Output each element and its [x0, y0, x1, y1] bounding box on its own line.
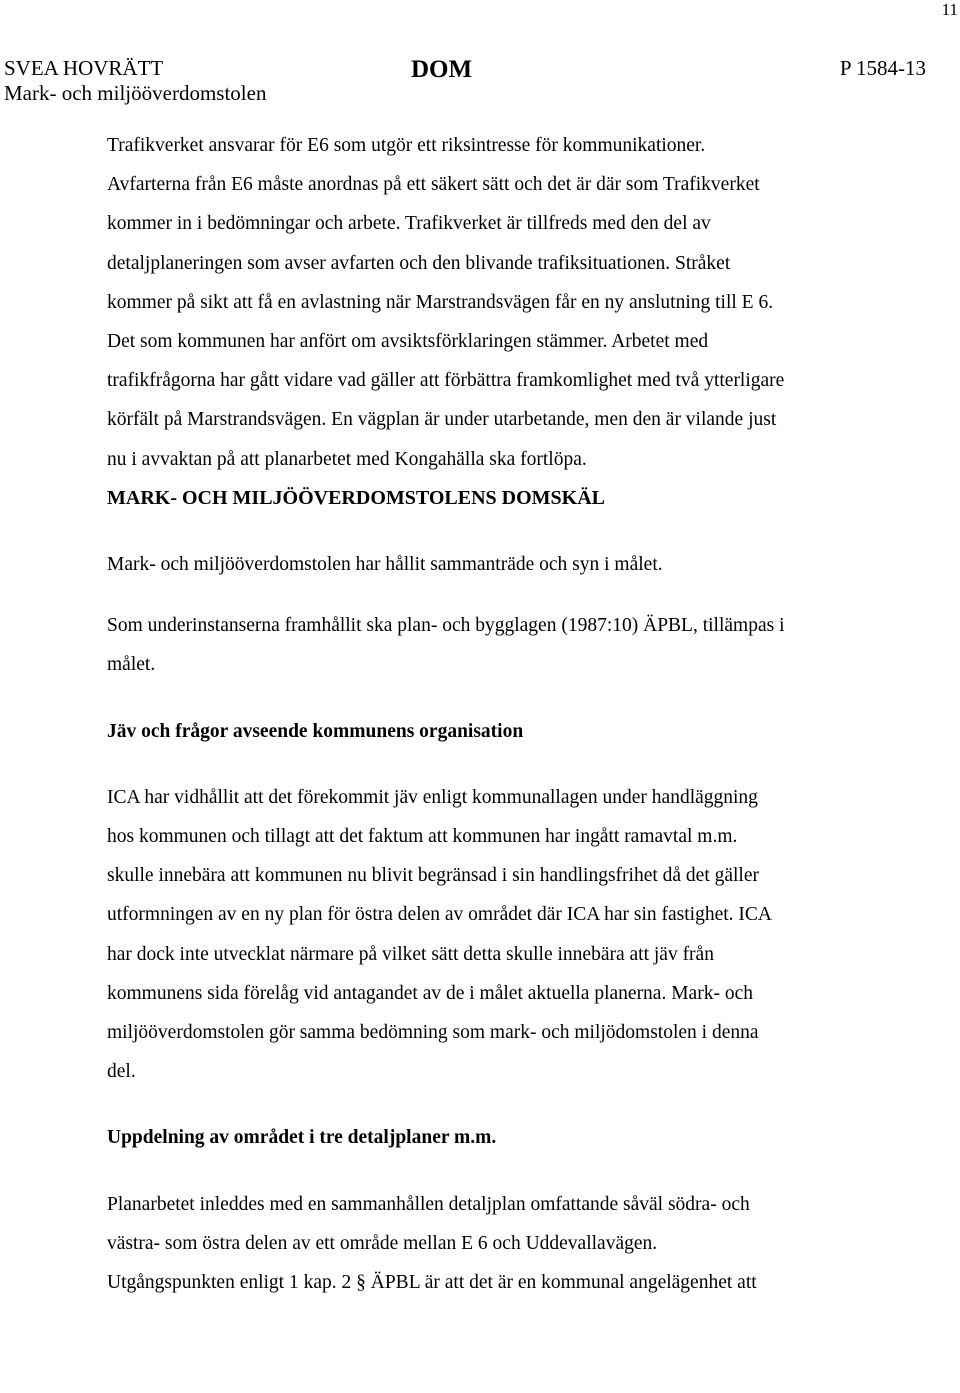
- document-header: [4, 56, 926, 106]
- text-line: del.: [107, 1061, 136, 1083]
- text-line: ICA har vidhållit att det förekommit jäv enligt kommunallagen under handläggning: [107, 786, 758, 808]
- text-line: Utgångspunkten enligt 1 kap. 2 § ÄPBL är att det är en kommunal angelägenhet att: [107, 1272, 757, 1294]
- subheading-jav: Jäv och frågor avseende kommunens organisation: [107, 720, 524, 742]
- text-line: nu i avvaktan på att planarbetet med Kongahälla ska fortlöpa.: [107, 448, 587, 470]
- paragraph-jav: [107, 778, 912, 1092]
- text-line: miljööverdomstolen gör samma bedömning som mark- och miljödomstolen i denna: [107, 1022, 759, 1044]
- text-line: utformningen av en ny plan för östra delen av området där ICA har sin fastighet. ICA: [107, 904, 772, 926]
- document-type: DOM: [411, 56, 473, 83]
- text-line: Det som kommunen har anfört om avsiktsförklaringen stämmer. Arbetet med: [107, 331, 709, 353]
- court-division: Mark- och miljööverdomstolen: [4, 81, 267, 105]
- text-line: Trafikverket ansvarar för E6 som utgör ett riksintresse för kommunikationer.: [107, 135, 706, 156]
- document-body: [107, 126, 912, 1302]
- paragraph-uppdelning: [107, 1185, 912, 1303]
- text-line: Som underinstanserna framhållit ska plan- och bygglagen (1987:10) ÄPBL, tillämpas i: [107, 615, 785, 637]
- case-number: P 1584-13: [839, 56, 926, 80]
- text-line: västra- som östra delen av ett område mellan E 6 och Uddevallavägen.: [107, 1232, 658, 1254]
- text-line: detaljplaneringen som avser avfarten och den blivande trafiksituationen. Stråket: [107, 252, 731, 274]
- court-name: SVEA HOVRÄTT: [4, 56, 164, 80]
- text-line: körfält på Marstrandsvägen. En vägplan är under utarbetande, men den är vilande just: [107, 409, 777, 431]
- text-line: trafikfrågorna har gått vidare vad gäller att förbättra framkomlighet med två ytterligare: [107, 370, 785, 392]
- section-heading-domskal: MARK- OCH MILJÖÖVERDOMSTOLENS DOMSKÄL: [107, 486, 605, 509]
- text-line: Avfarterna från E6 måste anordnas på ett säkert sätt och det är där som Trafikverket: [107, 174, 760, 196]
- subheading-uppdelning: Uppdelning av området i tre detaljplaner m.m.: [107, 1127, 497, 1149]
- text-line: hos kommunen och tillagt att det faktum att kommunen har ingått ramavtal m.m.: [107, 826, 738, 848]
- page-number: 11: [941, 0, 958, 19]
- text-line: har dock inte utvecklat närmare på vilket sätt detta skulle innebära att jäv från: [107, 943, 714, 965]
- text-line: målet.: [107, 654, 156, 676]
- text-line: kommunens sida förelåg vid antagandet av de i målet aktuella planerna. Mark- och: [107, 982, 753, 1004]
- text-line: kommer på sikt att få en avlastning när Marstrandsvägen får en ny anslutning till E 6.: [107, 291, 774, 313]
- text-line: kommer in i bedömningar och arbete. Trafikverket är tillfreds med den del av: [107, 213, 711, 235]
- paragraph-law: [107, 606, 912, 684]
- paragraph-trafikverket: [107, 126, 912, 479]
- text-line: skulle innebära att kommunen nu blivit begränsad i sin handlingsfrihet då det gäller: [107, 865, 760, 887]
- paragraph-hearing: Mark- och miljööverdomstolen har hållit sammanträde och syn i målet.: [107, 554, 663, 576]
- text-line: Planarbetet inleddes med en sammanhållen detaljplan omfattande såväl södra- och: [107, 1193, 750, 1215]
